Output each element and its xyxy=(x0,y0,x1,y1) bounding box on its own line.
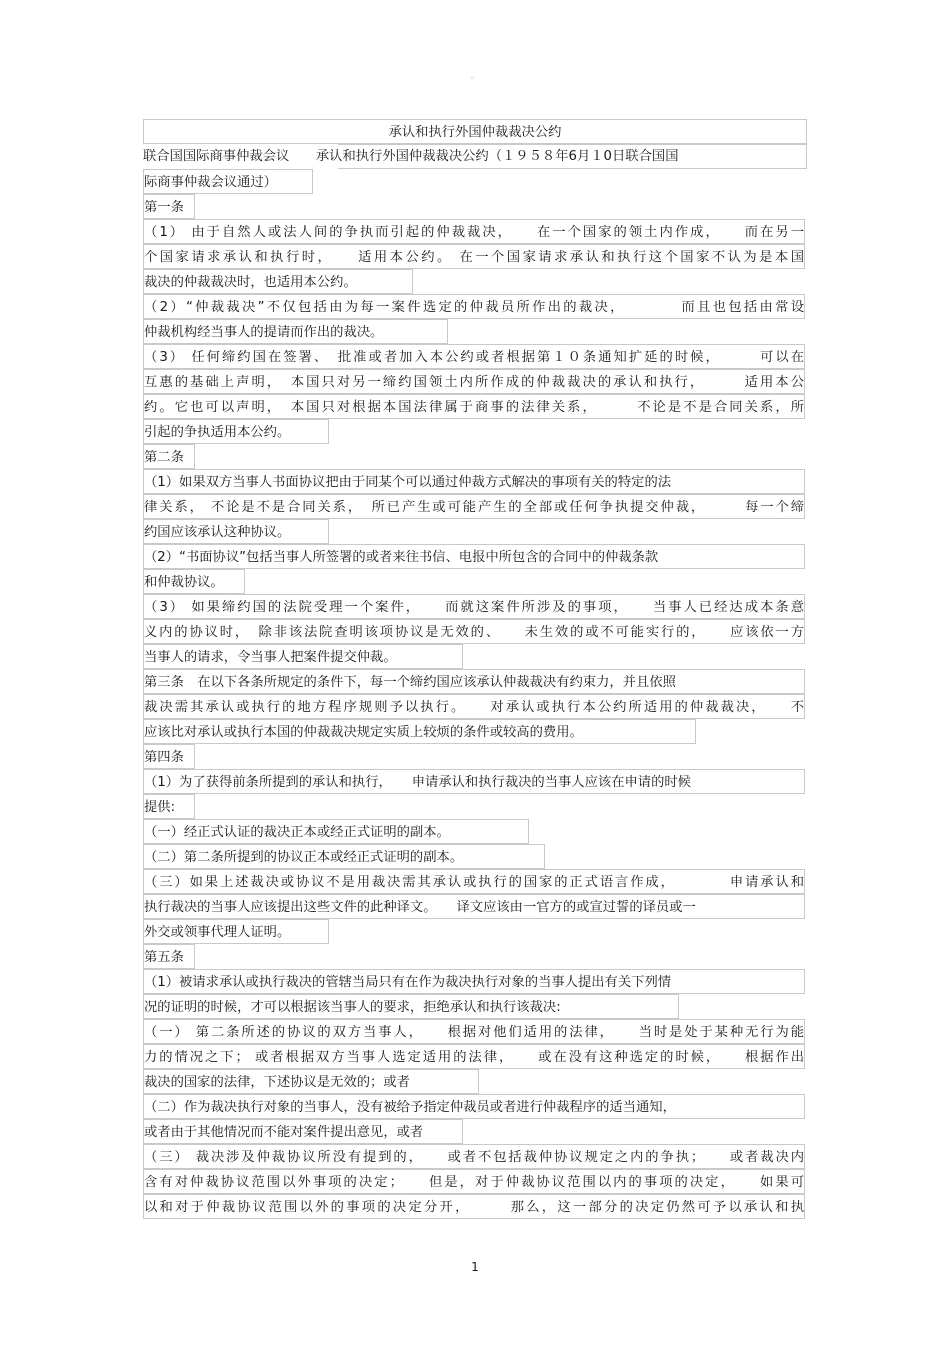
text-line: 执行裁决的当事人应该提出这些文件的此种译文。 译文应该由一官方的或宣过誓的译员或一 xyxy=(143,894,805,919)
page-number: 1 xyxy=(471,1260,479,1274)
text-line: （2）“书面协议”包括当事人所签署的或者来往书信、电报中所包含的合同中的仲裁条款 xyxy=(143,544,805,569)
text-line: 个国家请求承认和执行时， 适用本公约。 在一个国家请求承认和执行这个国家不认为是本国 xyxy=(143,244,805,269)
text-line: 裁决的国家的法律，下述协议是无效的；或者 xyxy=(143,1069,479,1094)
text-line: （3） 如果缔约国的法院受理一个案件， 而就这案件所涉及的事项， 当事人已经达成本条意 xyxy=(143,594,805,619)
article-heading: 第五条 xyxy=(143,944,195,969)
text-line: （三） 裁决涉及仲裁协议所没有提到的， 或者不包括裁仲协议规定之内的争执； 或者裁决内 xyxy=(143,1144,805,1169)
text-line: （1）被请求承认或执行裁决的管辖当局只有在作为裁决执行对象的当事人提出有关下列情 xyxy=(143,969,805,994)
text-line: 律关系， 不论是不是合同关系， 所已产生或可能产生的全部或任何争执提交仲裁， 每一个缔 xyxy=(143,494,805,519)
text-line: 或者由于其他情况而不能对案件提出意见，或者 xyxy=(143,1119,463,1144)
header-mark: 。 xyxy=(471,71,479,80)
article-heading: 第二条 xyxy=(143,444,195,469)
article-heading: 第四条 xyxy=(143,744,195,769)
text-line: 际商事仲裁会议通过） xyxy=(143,169,313,194)
text-line: 仲裁机构经当事人的提请而作出的裁决。 xyxy=(143,319,448,344)
text-line: （1） 由于自然人或法人间的争执而引起的仲裁裁决， 在一个国家的领土内作成， 而在另一 xyxy=(143,219,805,244)
document-title: 承认和执行外国仲裁裁决公约 xyxy=(143,119,807,144)
text-line: 裁决需其承认或执行的地方程序规则予以执行。 对承认或执行本公约所适用的仲裁裁决， 不 xyxy=(143,694,805,719)
article-heading: 第一条 xyxy=(143,194,195,219)
text-line: 应该比对承认或执行本国的仲裁裁决规定实质上较烦的条件或较高的费用。 xyxy=(143,719,696,744)
text-line: （1）为了获得前条所提到的承认和执行， 申请承认和执行裁决的当事人应该在申请的时候 xyxy=(143,769,805,794)
text-line: 引起的争执适用本公约。 xyxy=(143,419,329,444)
text-line: 提供: xyxy=(143,794,195,819)
text-line: 外交或领事代理人证明。 xyxy=(143,919,329,944)
text-line: （二）作为裁决执行对象的当事人，没有被给予指定仲裁员或者进行仲裁程序的适当通知， xyxy=(143,1094,805,1119)
text-line: 含有对仲裁协议范围以外事项的决定； 但是，对于仲裁协议范围以内的事项的决定， 如果可 xyxy=(143,1169,805,1194)
text-line: （一） 第二条所述的协议的双方当事人， 根据对他们适用的法律， 当时是处于某种无行为能 xyxy=(143,1019,805,1044)
document-body xyxy=(143,119,807,1219)
text-line: 约。它也可以声明， 本国只对根据本国法律属于商事的法律关系， 不论是不是合同关系，所 xyxy=(143,394,805,419)
text-line: （3） 任何缔约国在签署、 批准或者加入本公约或者根据第１０条通知扩延的时候， 可以在 xyxy=(143,344,805,369)
text-line: 力的情况之下； 或者根据双方当事人选定适用的法律， 或在没有这种选定的时候， 根据作出 xyxy=(143,1044,805,1069)
text-line: 义内的协议时， 除非该法院查明该项协议是无效的、 未生效的或不可能实行的， 应该依一方 xyxy=(143,619,805,644)
text-line: 当事人的请求，令当事人把案件提交仲裁。 xyxy=(143,644,463,669)
text-line: （二）第二条所提到的协议正本或经正式证明的副本。 xyxy=(143,844,545,869)
text-line: 约国应该承认这种协议。 xyxy=(143,519,329,544)
text-line: （三）如果上述裁决或协议不是用裁决需其承认或执行的国家的正式语言作成， 申请承认和 xyxy=(143,869,805,894)
text-line: （1）如果双方当事人书面协议把由于同某个可以通过仲裁方式解决的事项有关的特定的法 xyxy=(143,469,805,494)
text-line: （2）“仲裁裁决”不仅包括由为每一案件选定的仲裁员所作出的裁决， 而且也包括由常设 xyxy=(143,294,805,319)
text-line: 联合国国际商事仲裁会议 承认和执行外国仲裁裁决公约（１９５８年6月１0日联合国国 xyxy=(143,144,807,169)
text-line: 和仲裁协议。 xyxy=(143,569,245,594)
text-line: 互惠的基础上声明， 本国只对另一缔约国领土内所作成的仲裁裁决的承认和执行， 适用本公 xyxy=(143,369,805,394)
article-heading: 第三条 在以下各条所规定的条件下，每一个缔约国应该承认仲裁裁决有约束力，并且依照 xyxy=(143,669,805,694)
text-line: 况的证明的时候，才可以根据该当事人的要求，拒绝承认和执行该裁决: xyxy=(143,994,679,1019)
text-line: （一）经正式认证的裁决正本或经正式证明的副本。 xyxy=(143,819,529,844)
text-line: 以和对于仲裁协议范围以外的事项的决定分开， 那么，这一部分的决定仍然可予以承认和执 xyxy=(143,1194,805,1219)
text-line: 裁决的仲裁裁决时，也适用本公约。 xyxy=(143,269,413,294)
